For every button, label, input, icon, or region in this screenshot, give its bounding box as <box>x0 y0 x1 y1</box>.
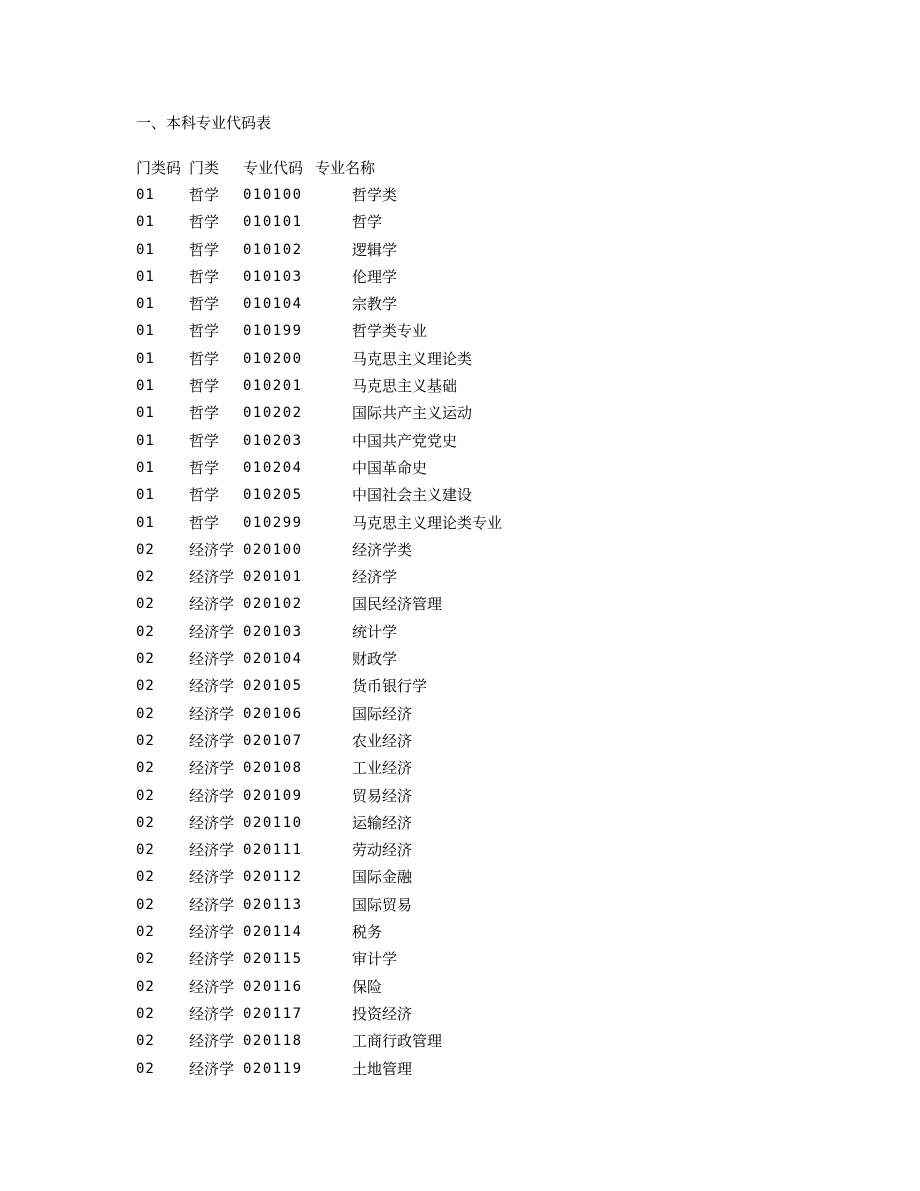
cell-major-name: 马克思主义基础 <box>352 377 458 396</box>
table-row <box>0 566 920 593</box>
cell-major-name: 中国社会主义建设 <box>352 486 473 505</box>
cell-category-code: 02 <box>136 1060 155 1077</box>
cell-major-name: 劳动经济 <box>352 841 413 860</box>
table-row <box>0 839 920 866</box>
table-row <box>0 730 920 757</box>
table-row <box>0 512 920 539</box>
cell-major-name: 国民经济管理 <box>352 595 443 614</box>
cell-category: 经济学 <box>189 1032 235 1051</box>
cell-major-code: 010101 <box>243 214 303 231</box>
cell-major-name: 工商行政管理 <box>352 1032 443 1051</box>
cell-major-code: 020102 <box>243 596 303 613</box>
table-row <box>0 921 920 948</box>
cell-major-name: 国际金融 <box>352 868 413 887</box>
cell-category-code: 02 <box>136 787 155 804</box>
cell-major-code: 010201 <box>243 378 303 395</box>
cell-major-code: 010200 <box>243 350 303 367</box>
cell-major-code: 020108 <box>243 760 303 777</box>
cell-major-name: 货币银行学 <box>352 677 428 696</box>
table-row <box>0 894 920 921</box>
cell-category-code: 01 <box>136 514 155 531</box>
cell-major-name: 宗教学 <box>352 295 398 314</box>
cell-major-code: 020106 <box>243 705 303 722</box>
cell-category-code: 01 <box>136 323 155 340</box>
table-row <box>0 348 920 375</box>
table-row <box>0 293 920 320</box>
cell-major-code: 020117 <box>243 1005 303 1022</box>
cell-major-code: 020100 <box>243 541 303 558</box>
cell-category: 哲学 <box>189 486 220 505</box>
cell-major-code: 010203 <box>243 432 303 449</box>
cell-category-code: 01 <box>136 350 155 367</box>
cell-major-name: 哲学类 <box>352 186 398 204</box>
cell-category: 经济学 <box>189 977 235 996</box>
cell-major-code: 020104 <box>243 651 303 668</box>
table-row <box>0 757 920 784</box>
cell-category-code: 02 <box>136 896 155 913</box>
table-header <box>0 157 920 179</box>
cell-category: 哲学 <box>189 213 220 232</box>
table-row <box>0 320 920 347</box>
cell-major-code: 010205 <box>243 487 303 504</box>
cell-category: 经济学 <box>189 759 235 778</box>
cell-major-code: 020115 <box>243 951 303 968</box>
table-row <box>0 648 920 675</box>
cell-major-code: 020103 <box>243 623 303 640</box>
cell-major-code: 020109 <box>243 787 303 804</box>
cell-category-code: 02 <box>136 869 155 886</box>
table-row <box>0 239 920 266</box>
table-row <box>0 266 920 293</box>
table-row <box>0 402 920 429</box>
table-row <box>0 976 920 1003</box>
cell-category: 哲学 <box>189 295 220 314</box>
cell-category-code: 02 <box>136 924 155 941</box>
cell-major-code: 010204 <box>243 459 303 476</box>
cell-category-code: 02 <box>136 569 155 586</box>
cell-major-name: 中国共产党党史 <box>352 431 458 450</box>
cell-category: 经济学 <box>189 813 235 832</box>
table-row <box>0 703 920 730</box>
cell-major-name: 国际共产主义运动 <box>352 404 473 423</box>
table-row <box>0 812 920 839</box>
cell-major-code: 010199 <box>243 323 303 340</box>
cell-category: 经济学 <box>189 704 235 723</box>
cell-category-code: 01 <box>136 296 155 313</box>
table-row <box>0 1058 920 1085</box>
cell-category: 经济学 <box>189 595 235 614</box>
cell-major-name: 财政学 <box>352 650 398 669</box>
cell-major-name: 工业经济 <box>352 759 413 778</box>
table-row <box>0 785 920 812</box>
cell-major-name: 马克思主义理论类 <box>352 349 473 368</box>
cell-category-code: 02 <box>136 978 155 995</box>
cell-major-code: 010103 <box>243 268 303 285</box>
cell-major-name: 逻辑学 <box>352 240 398 259</box>
cell-major-code: 010202 <box>243 405 303 422</box>
table-row <box>0 539 920 566</box>
cell-major-name: 投资经济 <box>352 1004 413 1023</box>
cell-major-name: 哲学 <box>352 213 383 232</box>
cell-category-code: 02 <box>136 705 155 722</box>
cell-category-code: 01 <box>136 459 155 476</box>
cell-category-code: 02 <box>136 623 155 640</box>
table-row <box>0 375 920 402</box>
cell-major-name: 运输经济 <box>352 813 413 832</box>
cell-category-code: 02 <box>136 596 155 613</box>
cell-major-name: 土地管理 <box>352 1059 413 1078</box>
cell-category: 经济学 <box>189 731 235 750</box>
cell-category: 经济学 <box>189 1004 235 1023</box>
cell-category: 哲学 <box>189 458 220 477</box>
table-row <box>0 430 920 457</box>
cell-category: 经济学 <box>189 1059 235 1078</box>
table-row <box>0 675 920 702</box>
cell-category: 哲学 <box>189 267 220 286</box>
cell-category: 经济学 <box>189 895 235 914</box>
cell-category-code: 01 <box>136 487 155 504</box>
cell-category-code: 02 <box>136 651 155 668</box>
cell-major-code: 020118 <box>243 1033 303 1050</box>
cell-major-code: 020111 <box>243 842 303 859</box>
table-row <box>0 211 920 238</box>
cell-category: 经济学 <box>189 923 235 942</box>
cell-major-code: 020114 <box>243 924 303 941</box>
cell-category: 哲学 <box>189 377 220 396</box>
cell-category-code: 01 <box>136 378 155 395</box>
table-row <box>0 866 920 893</box>
cell-category-code: 02 <box>136 732 155 749</box>
cell-major-code: 020113 <box>243 896 303 913</box>
table-row <box>0 1003 920 1030</box>
document-title: 一、本科专业代码表 <box>136 114 272 132</box>
cell-category: 哲学 <box>189 322 220 341</box>
cell-major-code: 020101 <box>243 569 303 586</box>
cell-category-code: 02 <box>136 1033 155 1050</box>
cell-major-name: 农业经济 <box>352 731 413 750</box>
cell-category: 经济学 <box>189 568 235 587</box>
cell-category-code: 02 <box>136 678 155 695</box>
cell-category: 哲学 <box>189 240 220 259</box>
cell-category: 哲学 <box>189 186 220 204</box>
cell-category-code: 02 <box>136 541 155 558</box>
cell-major-code: 010104 <box>243 296 303 313</box>
cell-major-code: 010100 <box>243 187 303 203</box>
cell-category: 哲学 <box>189 431 220 450</box>
cell-category-code: 02 <box>136 1005 155 1022</box>
cell-category-code: 02 <box>136 842 155 859</box>
header-major-name: 专业名称 <box>315 159 376 177</box>
cell-category-code: 02 <box>136 951 155 968</box>
cell-major-name: 保险 <box>352 977 383 996</box>
cell-category: 经济学 <box>189 950 235 969</box>
cell-major-code: 020110 <box>243 814 303 831</box>
cell-major-code: 020105 <box>243 678 303 695</box>
cell-category: 经济学 <box>189 540 235 559</box>
table-row <box>0 184 920 211</box>
cell-category: 经济学 <box>189 841 235 860</box>
cell-major-name: 审计学 <box>352 950 398 969</box>
cell-category-code: 01 <box>136 214 155 231</box>
cell-category: 经济学 <box>189 622 235 641</box>
table-row <box>0 948 920 975</box>
cell-category: 经济学 <box>189 786 235 805</box>
cell-major-name: 税务 <box>352 923 383 942</box>
table-row <box>0 1030 920 1057</box>
header-major-code: 专业代码 <box>243 159 304 177</box>
cell-category-code: 01 <box>136 241 155 258</box>
major-code-table <box>0 184 920 1085</box>
cell-major-code: 020119 <box>243 1060 303 1077</box>
cell-major-name: 哲学类专业 <box>352 322 428 341</box>
cell-category-code: 01 <box>136 187 155 203</box>
header-category: 门类 <box>189 159 220 177</box>
cell-category: 哲学 <box>189 349 220 368</box>
cell-major-name: 国际经济 <box>352 704 413 723</box>
cell-category-code: 01 <box>136 432 155 449</box>
cell-category: 经济学 <box>189 677 235 696</box>
cell-category: 经济学 <box>189 650 235 669</box>
cell-major-code: 010299 <box>243 514 303 531</box>
table-row <box>0 593 920 620</box>
cell-major-code: 020116 <box>243 978 303 995</box>
cell-category-code: 02 <box>136 760 155 777</box>
cell-major-name: 统计学 <box>352 622 398 641</box>
cell-major-name: 伦理学 <box>352 267 398 286</box>
cell-category-code: 01 <box>136 268 155 285</box>
cell-major-name: 经济学类 <box>352 540 413 559</box>
cell-major-name: 国际贸易 <box>352 895 413 914</box>
header-category-code: 门类码 <box>136 159 182 177</box>
cell-major-name: 经济学 <box>352 568 398 587</box>
cell-major-code: 010102 <box>243 241 303 258</box>
table-row <box>0 457 920 484</box>
cell-category-code: 02 <box>136 814 155 831</box>
cell-major-name: 马克思主义理论类专业 <box>352 513 503 532</box>
table-row <box>0 621 920 648</box>
cell-category: 经济学 <box>189 868 235 887</box>
table-row <box>0 484 920 511</box>
cell-category-code: 01 <box>136 405 155 422</box>
cell-category: 哲学 <box>189 404 220 423</box>
cell-major-name: 贸易经济 <box>352 786 413 805</box>
cell-major-name: 中国革命史 <box>352 458 428 477</box>
cell-major-code: 020107 <box>243 732 303 749</box>
cell-major-code: 020112 <box>243 869 303 886</box>
cell-category: 哲学 <box>189 513 220 532</box>
